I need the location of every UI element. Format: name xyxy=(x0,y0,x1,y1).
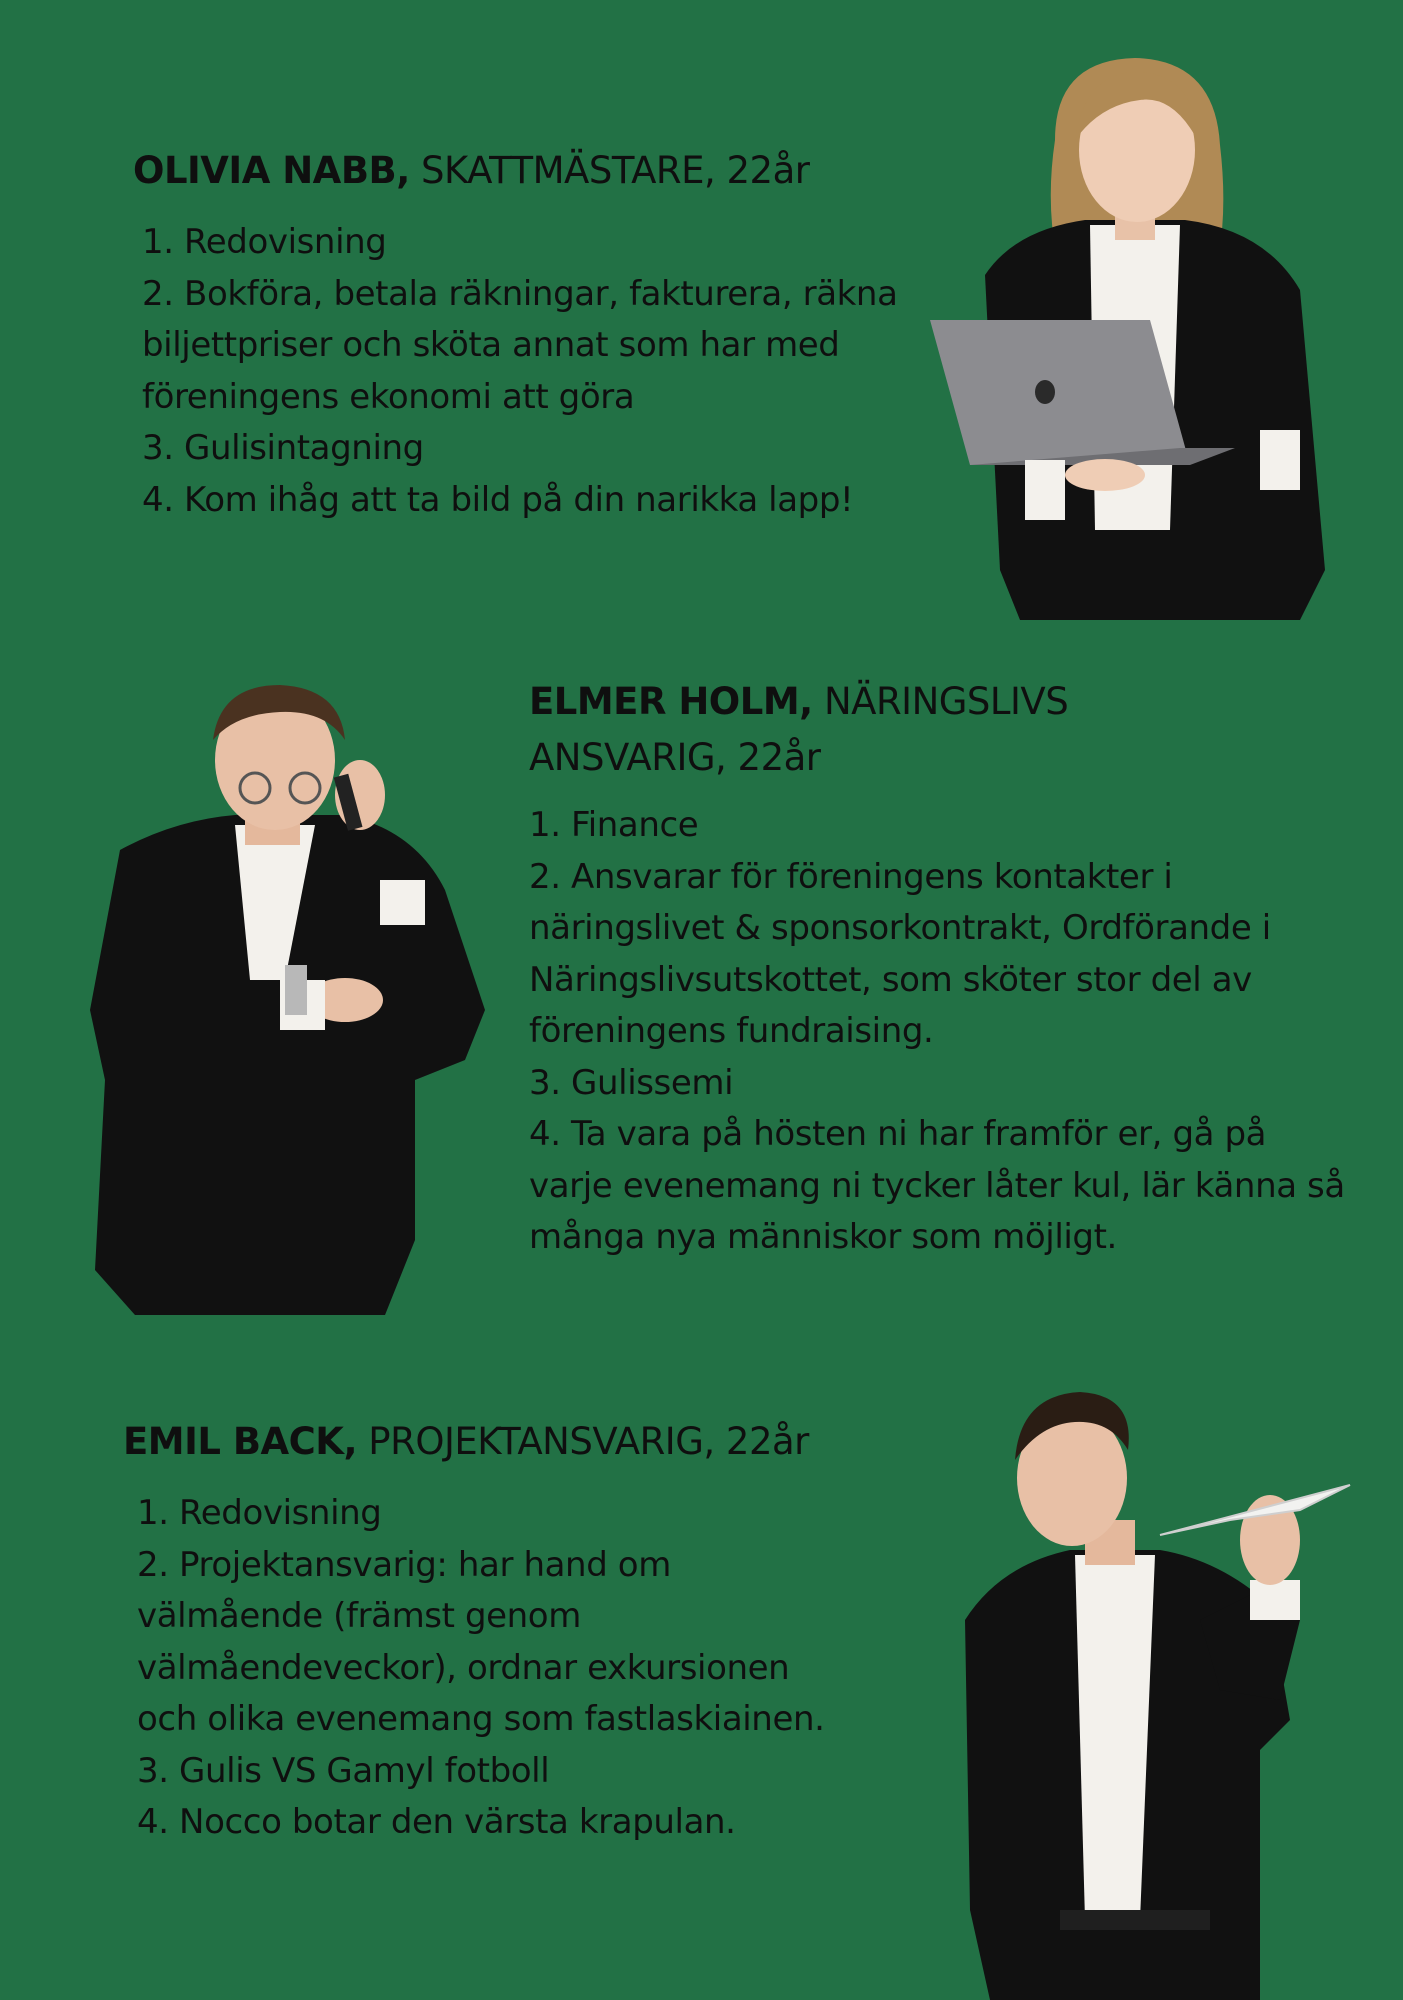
member-section-olivia xyxy=(133,143,898,526)
member-section-elmer xyxy=(529,674,1359,1264)
list-item: 2. Bokföra, betala räkningar, fakturera, räkna biljettpriser och sköta annat som har med föreningens ekonomi att göra xyxy=(142,273,898,417)
list-item: 2. Ansvarar för föreningens kontakter i näringslivet & sponsorkontrakt, Ordförande i Näringslivsutskottet, som sköter stor del av föreningens fundraising. xyxy=(529,856,1271,1051)
member-role: PROJEKTANSVARIG, 22år xyxy=(357,1420,809,1463)
member-list xyxy=(133,217,898,526)
list-item: 4. Kom ihåg att ta bild på din narikka lapp! xyxy=(142,479,854,520)
list-item: 3. Gulissemi xyxy=(529,1062,734,1103)
list-item: 1. Redovisning xyxy=(142,222,387,262)
photo-elmer xyxy=(85,680,490,1315)
list-item: 3. Gulis VS Gamyl fotboll xyxy=(137,1750,550,1791)
list-item: 4. Nocco botar den värsta krapulan. xyxy=(137,1802,736,1842)
photo-olivia xyxy=(925,50,1345,625)
member-list xyxy=(529,800,1359,1264)
member-name: EMIL BACK, xyxy=(123,1420,358,1463)
member-section-emil xyxy=(123,1414,843,1849)
member-role: SKATTMÄSTARE, 22år xyxy=(409,149,810,192)
member-heading xyxy=(529,674,1069,786)
list-item: 1. Finance xyxy=(529,805,699,845)
list-item: 3. Gulisintagning xyxy=(142,428,424,468)
member-name: OLIVIA NABB, xyxy=(133,149,410,192)
member-heading xyxy=(123,1414,843,1470)
member-list xyxy=(123,1488,843,1849)
list-item: 4. Ta vara på hösten ni har framför er, gå på varje evenemang ni tycker låter kul, lär känna så många nya människor som möjligt. xyxy=(529,1114,1345,1257)
member-role: NÄRINGSLIVS ANSVARIG, 22år xyxy=(529,680,1069,779)
list-item: 1. Redovisning xyxy=(137,1493,382,1533)
photo-emil xyxy=(960,1390,1360,2000)
member-heading xyxy=(133,143,893,199)
list-item: 2. Projektansvarig: har hand om välmående (främst genom välmåendeveckor), ordnar exkursionen och olika evenemang som fastlaskiainen. xyxy=(137,1544,825,1739)
member-name: ELMER HOLM, xyxy=(529,680,813,723)
